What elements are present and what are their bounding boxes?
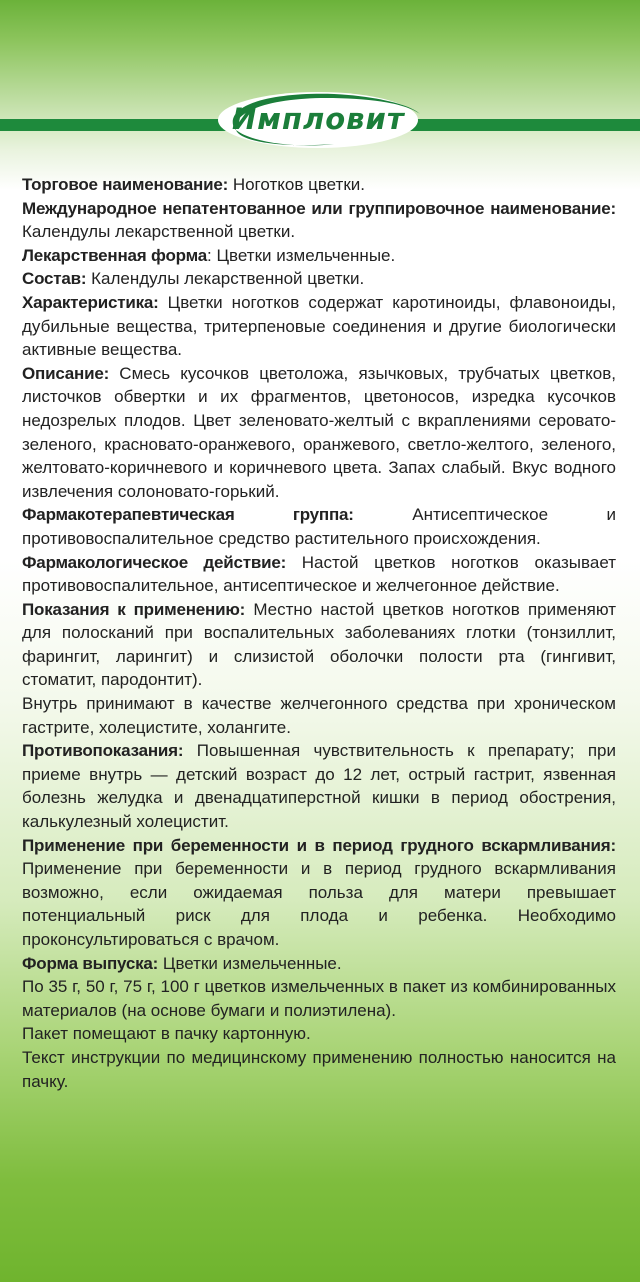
brand-logo-text: Импловит: [232, 102, 405, 136]
section-contraindications: Противопоказания: Повышенная чувствительность к препарату; при приеме внутрь — детский возраст до 12 лет, острый гастрит, язвенная болезнь желудка и двенадцатиперстной кишки в период обострения, калькулезный холецистит.: [22, 741, 616, 832]
section-trade-name: Торговое наименование: Ноготков цветки.: [22, 175, 365, 194]
section-packaging: По 35 г, 50 г, 75 г, 100 г цветков измельченных в пакет из комбинированных материалов (на основе бумаги и полиэтилена).: [22, 977, 616, 1020]
section-pharmacological-action: Фармакологическое действие: Настой цветков ноготков оказывает противовоспалительное, антисептическое и желчегонное действие.: [22, 552, 616, 596]
brand-logo: [214, 84, 432, 152]
section-release-form: Форма выпуска: Цветки измельченные.: [22, 953, 342, 973]
section-pharmacotherapeutic-group: Фармакотерапевтическая группа: Антисептическое и противовоспалительное средство растительного происхождения.: [22, 505, 617, 548]
section-indications-internal: Внутрь принимают в качестве желчегонного средства при хроническом гастрите, холецистите, холангите.: [22, 694, 616, 737]
section-description: Описание: Смесь кусочков цветоложа, язычковых, трубчатых цветков, листочков обвертки и их фрагментов, цветоносов, изредка кусочков недозрелых плодов. Цвет зеленовато-желтый с вкраплениями серовато-зеленого, красновато-оранжевого, оранжевого, светло-желтого, зеленого, желтовато-коричневого и коричневого цвета. Запах слабый. Вкус водного извлечения солоновато-горький.: [22, 363, 616, 501]
section-inn: Международное непатентованное или группировочное наименование: Календулы лекарственной цветки.: [22, 198, 616, 242]
section-composition: Состав: Календулы лекарственной цветки.: [22, 269, 365, 289]
section-box: Пакет помещают в пачку картонную.: [22, 1024, 311, 1044]
section-dosage-form: Лекарственная форма: Цветки измельченные.: [22, 245, 396, 265]
section-characteristics: Характеристика: Цветки ноготков содержат каротиноиды, флавоноиды, дубильные вещества, тритерпеновые соединения и другие биологически активные вещества.: [22, 292, 616, 360]
section-instruction-note: Текст инструкции по медицинскому применению полностью наносится на пачку.: [22, 1047, 616, 1091]
instruction-text: [22, 173, 616, 1093]
section-indications: Показания к применению: Местно настой цветков ноготков применяют для полосканий при воспалительных заболеваниях глотки (тонзиллит, фарингит, ларингит) и слизистой оболочки полости рта (гингивит, стоматит, пародонтит).: [22, 599, 616, 690]
section-pregnancy: Применение при беременности и в период грудного вскармливания: Применение при беременности и в период грудного вскармливания возможно, если ожидаемая польза для матери превышает потенциальный риск для плода и ребенка. Необходимо проконсультироваться с врачом.: [22, 835, 616, 949]
